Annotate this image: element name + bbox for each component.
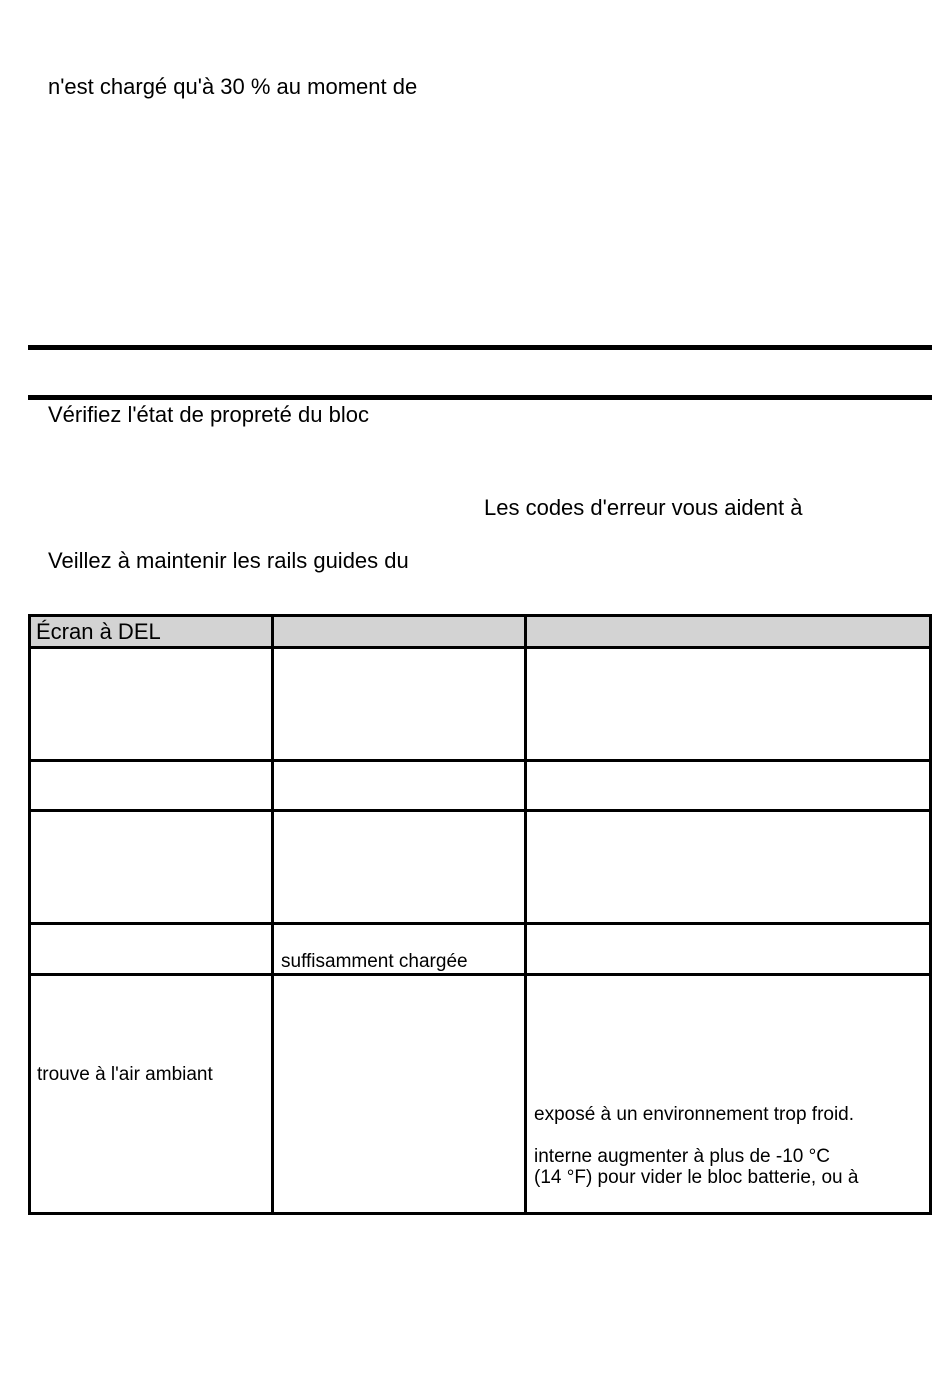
table-border-top [28,614,932,617]
table-border-row1 [28,759,932,762]
section-divider-top [28,345,932,350]
table-divider-col2 [524,614,527,1215]
paragraph-check-cleanliness: Vérifiez l'état de propreté du bloc [48,402,369,427]
table-cell-drain-battery: (14 °F) pour vider le bloc batterie, ou à [534,1167,859,1188]
table-header-led-display: Écran à DEL [36,619,161,644]
table-header-row [28,614,932,649]
table-cell-sufficiently-charged: suffisamment chargée [281,951,468,972]
table-border-right [929,614,932,1215]
paragraph-charge-level: n'est chargé qu'à 30 % au moment de [48,74,418,99]
table-cell-ambient-air: trouve à l'air ambiant [37,1064,213,1085]
paragraph-guide-rails: Veillez à maintenir les rails guides du [48,548,409,573]
table-border-row3 [28,922,932,925]
paragraph-error-codes: Les codes d'erreur vous aident à [484,495,803,520]
table-border-left [28,614,31,1215]
table-border-header [28,646,932,649]
table-cell-cold-exposure: exposé à un environnement trop froid. [534,1104,855,1125]
table-divider-col1 [271,614,274,1215]
table-border-row4 [28,973,932,976]
table-border-row2 [28,809,932,812]
table-border-bottom [28,1212,932,1215]
table-cell-raise-temperature: interne augmenter à plus de -10 °C [534,1146,830,1167]
section-divider-bottom [28,395,932,400]
